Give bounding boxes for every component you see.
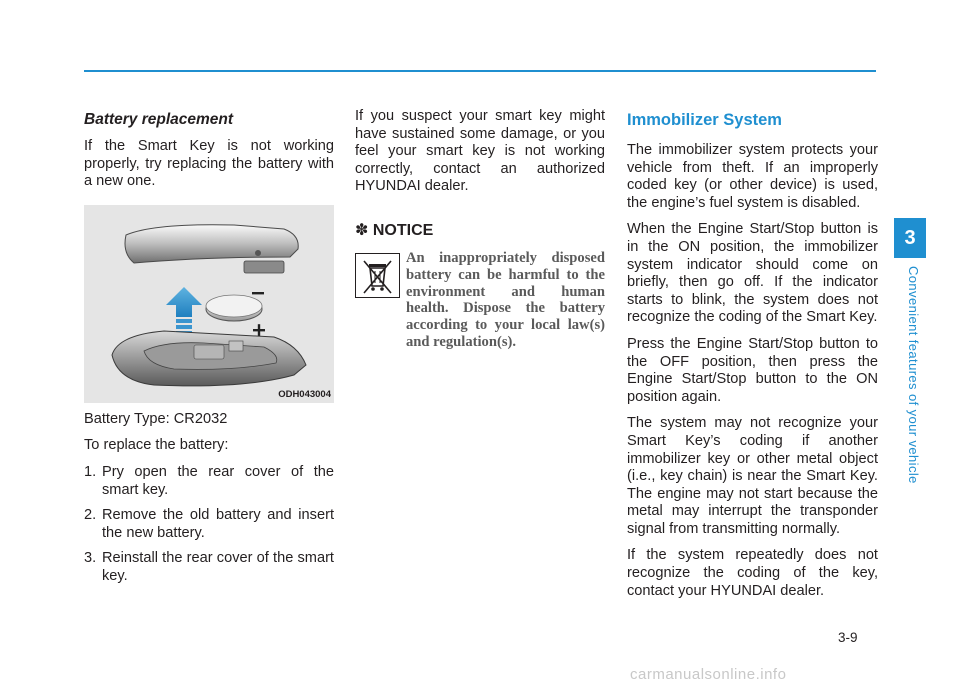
battery-type-text: Battery Type: CR2032 (84, 410, 228, 427)
chapter-number-tab: 3 (894, 218, 926, 258)
battery-steps-list (84, 464, 334, 586)
page-number: 3-9 (838, 630, 858, 645)
list-item: 2. Remove the old battery and insert the new battery. (84, 507, 334, 541)
smart-key-battery-figure (84, 205, 334, 403)
watermark: carmanualsonline.info (630, 666, 787, 683)
list-item: 3. Reinstall the rear cover of the smart key. (84, 550, 334, 584)
notice-body (355, 250, 605, 351)
battery-intro-text: If the Smart Key is not working properly, try replacing the battery with a new one. (84, 138, 334, 190)
damage-text: If you suspect your smart key might have sustained some damage, or you feel your smart key is not working correctly, contact an authorized HYUNDAI dealer. (355, 108, 605, 195)
immobilizer-paragraph: When the Engine Start/Stop button is in the ON position, the immobilizer system indicator should come on briefly, then go off. If the indicator starts to blink, the system does not recognize the coding of the Smart Key. (627, 221, 878, 326)
crossed-bin-icon (355, 253, 400, 298)
notice-heading: ✽ NOTICE (355, 221, 434, 239)
figure-code: ODH043004 (278, 388, 331, 400)
column-notice (355, 108, 605, 351)
immobilizer-paragraph: The system may not recognize your Smart Key’s coding if another immobilizer key or other metal object (i.e., key chain) is near the Smart Key. The engine may not start because the metal may interrupt the transponder signal from transmitting normally. (627, 415, 878, 537)
column-battery-replacement (84, 108, 334, 594)
immobilizer-paragraph: The immobilizer system protects your vehicle from theft. If an improperly coded key (or other device) is used, the engine’s fuel system is disabled. (627, 142, 878, 211)
immobilizer-paragraph: If the system repeatedly does not recognize the coding of the key, contact your HYUNDAI dealer. (627, 547, 878, 599)
smart-key-illustration (84, 205, 334, 403)
immobilizer-paragraph: Press the Engine Start/Stop button to the OFF position, then press the Engine Start/Stop button to the ON position again. (627, 335, 878, 405)
list-item: 1. Pry open the rear cover of the smart key. (84, 463, 334, 498)
battery-replacement-heading: Battery replacement (84, 111, 234, 128)
chapter-title: Convenient features of your vehicle (906, 266, 921, 484)
top-rule (84, 70, 876, 72)
immobilizer-heading: Immobilizer System (627, 111, 782, 129)
column-immobilizer (627, 108, 878, 609)
notice-text: An inappropriately disposed battery can be harmful to the environment and human health. Dispose the battery according to your local law(s) and regulation(s). (406, 249, 605, 350)
steps-intro-text: To replace the battery: (84, 437, 229, 454)
